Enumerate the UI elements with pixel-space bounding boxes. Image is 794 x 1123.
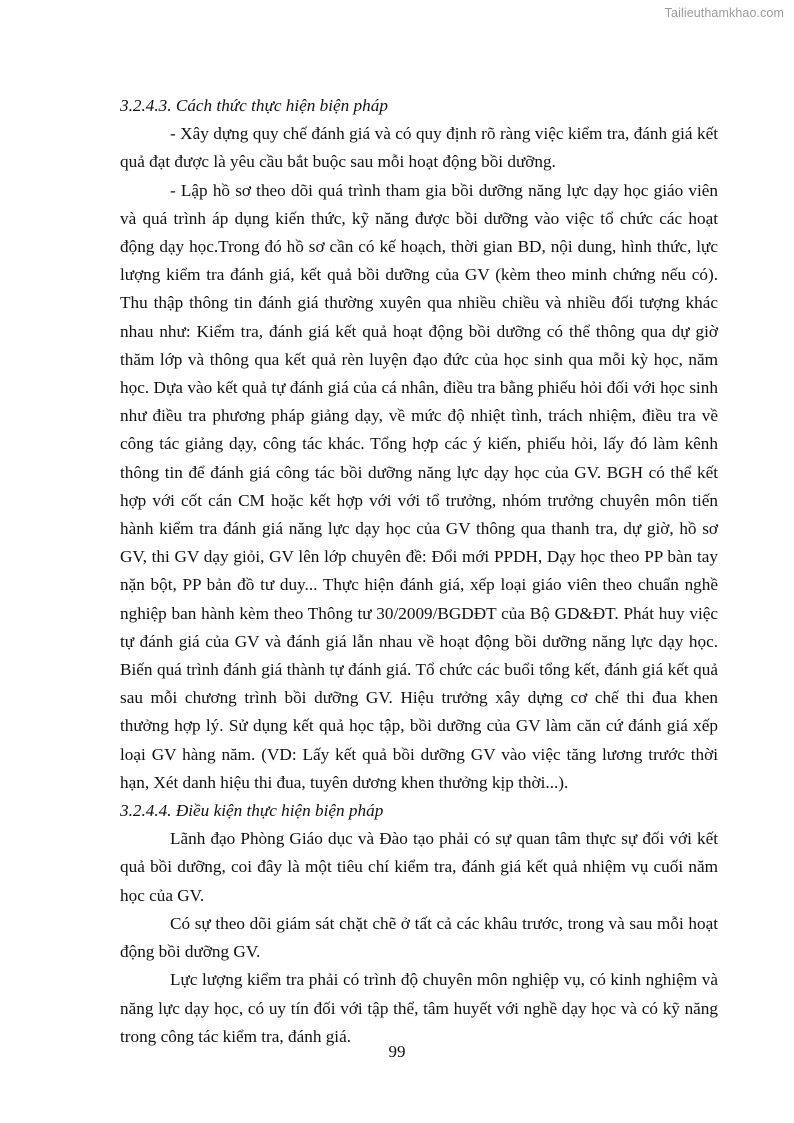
section-heading: 3.2.4.3. Cách thức thực hiện biện pháp — [120, 96, 388, 115]
paragraph: Lãnh đạo Phòng Giáo dục và Đào tạo phải có sự quan tâm thực sự đối với kết quả bồi dưỡng, coi đây là một tiêu chí kiểm tra, đánh giá kết quả nhiệm vụ cuối năm học của GV. — [120, 829, 718, 905]
paragraph: Lực lượng kiểm tra phải có trình độ chuyên môn nghiệp vụ, có kinh nghiệm và năng lực dạy học, có uy tín đối với tập thể, tâm huyết với nghề dạy học và có kỹ năng trong công tác kiểm tra, đánh giá. — [120, 970, 718, 1046]
document-body — [120, 92, 718, 1051]
paragraph: - Xây dựng quy chế đánh giá và có quy định rõ ràng việc kiểm tra, đánh giá kết quả đạt được là yêu cầu bắt buộc sau mỗi hoạt động bồi dưỡng. — [120, 124, 718, 172]
paragraph: Có sự theo dõi giám sát chặt chẽ ở tất cả các khâu trước, trong và sau mỗi hoạt động bồi dưỡng GV. — [120, 913, 718, 962]
page-number: 99 — [388, 1042, 406, 1061]
section-heading: 3.2.4.4. Điều kiện thực hiện biện pháp — [120, 801, 384, 821]
paragraph: - Lập hồ sơ theo dõi quá trình tham gia bồi dưỡng năng lực dạy học giáo viên và quá trình áp dụng kiến thức, kỹ năng được bồi dưỡng vào việc tổ chức các hoạt động dạy học.Trong đó hồ sơ cần có kế hoạch, thời gian BD, nội dung, hình thức, lực lượng kiểm tra đánh giá, kết quả bồi dưỡng của GV (kèm theo minh chứng nếu có). Thu thập thông tin đánh giá thường xuyên qua nhiều chiều và nhiều đối tượng khác nhau như: Kiểm tra, đánh giá kết quả hoạt động bồi dưỡng có thể thông qua dự giờ thăm lớp và thông qua kết quả rèn luyện đạo đức của học sinh qua mỗi kỳ học, năm học. Dựa vào kết quả tự đánh giá của cá nhân, điều tra bằng phiếu hỏi đối với học sinh như điều tra phương pháp giảng dạy, về mức độ nhiệt tình, trách nhiệm, điều tra về công tác giảng dạy, công tác khác. Tổng hợp các ý kiến, phiếu hỏi, lấy đó làm kênh thông tin để đánh giá công tác bồi dưỡng năng lực dạy học của GV. BGH có thể kết hợp với cốt cán CM hoặc kết hợp với với tổ trưởng, nhóm trưởng chuyên môn tiến hành kiểm tra đánh giá năng lực dạy học của GV thông qua thanh tra, dự giờ, hồ sơ GV, thi GV dạy giỏi, GV lên lớp chuyên đề: Đổi mới PPDH, Dạy học theo PP bàn tay nặn bột, PP bản đồ tư duy... Thực hiện đánh giá, xếp loại giáo viên theo chuẩn nghề nghiệp ban hành kèm theo Thông tư 30/2009/BGDĐT của Bộ GD&ĐT. Phát huy việc tự đánh giá của GV và đánh giá lẫn nhau về hoạt động bồi dưỡng năng lực dạy học. Biến quá trình đánh giá thành tự đánh giá. Tổ chức các buổi tổng kết, đánh giá kết quả sau mỗi chương trình bồi dưỡng GV. Hiệu trưởng xây dựng cơ chế thi đua khen thưởng hợp lý. Sử dụng kết quả học tập, bồi dưỡng của GV làm căn cứ đánh giá xếp loại GV hàng năm. (VD: Lấy kết quả bồi dưỡng GV vào việc tăng lương trước thời hạn, Xét danh hiệu thi đua, tuyên dương khen thưởng kịp thời...). — [120, 180, 718, 792]
watermark: Tailieuthamkhao.com — [664, 6, 784, 20]
